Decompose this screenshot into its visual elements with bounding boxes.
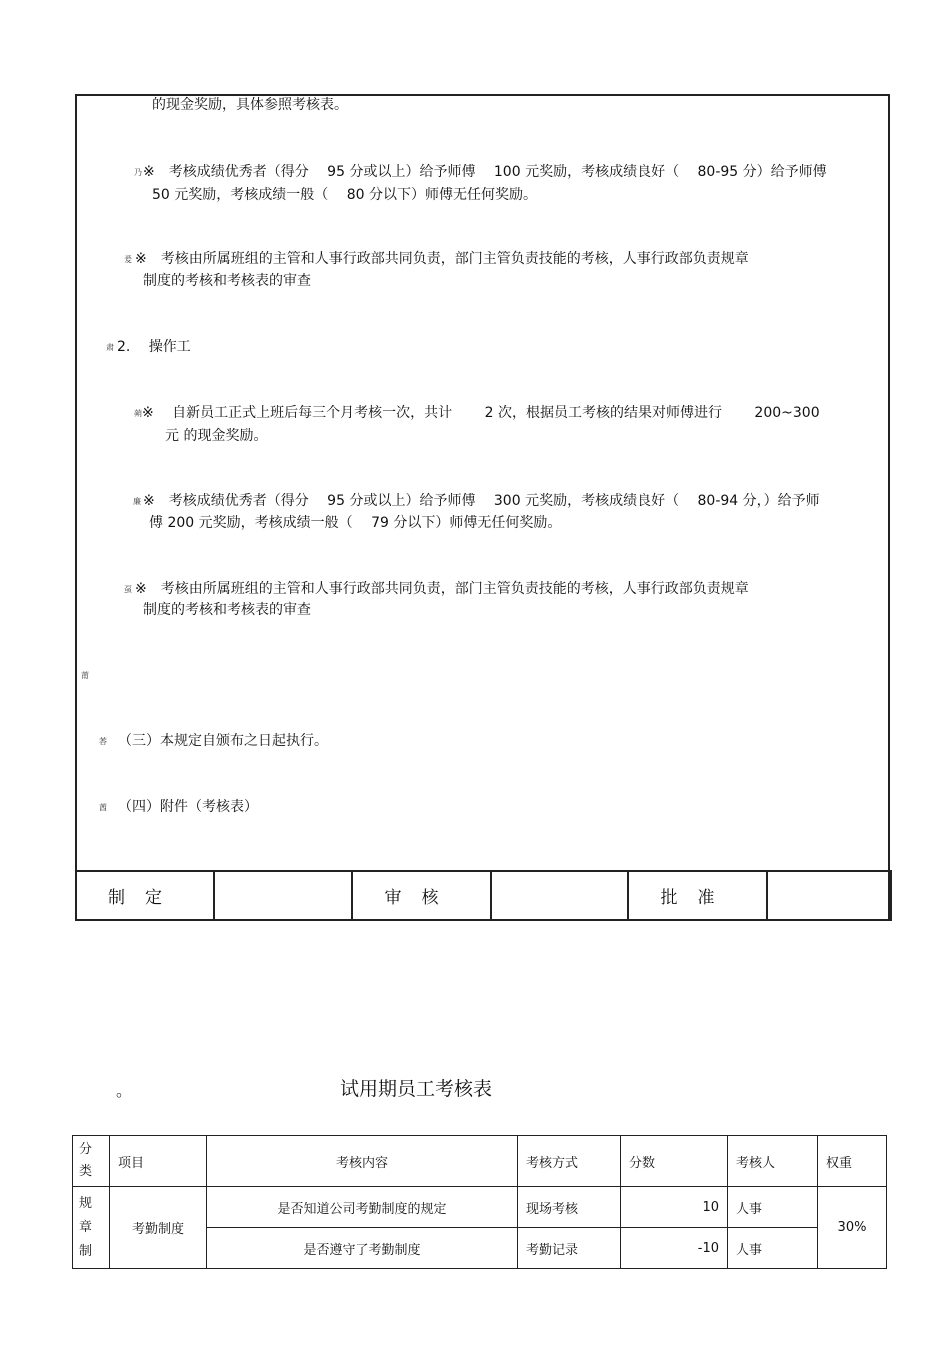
approved-by-label: 批准 [628, 871, 767, 920]
text-line: 的现金奖励，具体参照考核表。 [152, 97, 348, 113]
header-score: 分数 [621, 1136, 728, 1187]
margin-mark: 廉 [133, 497, 141, 506]
assessor-cell: 人事 [728, 1228, 818, 1269]
text-line: ※ 考核成绩优秀者（得分 95 分或以上）给予师傅 100 元奖励，考核成绩良好（ 80-95 分）给予师傅 [143, 164, 827, 180]
category-cell: 规章制 [73, 1187, 110, 1269]
score-cell[interactable]: -10 [621, 1228, 728, 1269]
header-item: 项目 [110, 1136, 207, 1187]
text-line: ※ 考核由所属班组的主管和人事行政部共同负责，部门主管负责技能的考核，人事行政部负责规章 [135, 251, 749, 267]
margin-mark: 莆 [81, 671, 89, 680]
margin-mark: 蒴 [134, 409, 142, 418]
section-heading: 2. 操作工 [117, 339, 191, 355]
made-by-label: 制定 [76, 871, 214, 920]
item-cell: 考勤制度 [110, 1187, 207, 1269]
margin-mark: 肃 [106, 343, 114, 352]
content-cell: 是否遵守了考勤制度 [207, 1228, 518, 1269]
reviewed-by-label: 审核 [352, 871, 491, 920]
header-content: 考核内容 [207, 1136, 518, 1187]
method-cell: 现场考核 [518, 1187, 621, 1228]
margin-mark: 莤 [99, 803, 107, 812]
bullet-dot: 。 [116, 1081, 133, 1100]
margin-mark: 虿 [124, 585, 132, 594]
assessment-table [72, 1135, 887, 1269]
margin-mark: 爰 [124, 255, 132, 264]
text-line: 制度的考核和考核表的审查 [143, 273, 311, 289]
header-method: 考核方式 [518, 1136, 621, 1187]
text-line: （四）附件（考核表） [118, 799, 258, 815]
signature-table [75, 870, 892, 921]
assessor-cell: 人事 [728, 1187, 818, 1228]
text-line: 元 的现金奖励。 [165, 428, 268, 444]
score-cell[interactable]: 10 [621, 1187, 728, 1228]
text-line: 制度的考核和考核表的审查 [143, 602, 311, 618]
page-title: 试用期员工考核表 [340, 1078, 493, 1100]
text-line: ※ 考核成绩优秀者（得分 95 分或以上）给予师傅 300 元奖励，考核成绩良好（ 80-94 分，）给予师 [143, 493, 820, 509]
margin-mark: 乃 [134, 168, 142, 177]
margin-mark: 莕 [99, 737, 107, 746]
approved-by-cell[interactable] [767, 871, 891, 920]
text-line: 傅 200 元奖励，考核成绩一般（ 79 分以下）师傅无任何奖励。 [149, 515, 562, 531]
reviewed-by-cell[interactable] [491, 871, 628, 920]
table-row [73, 1187, 887, 1228]
header-weight: 权重 [818, 1136, 887, 1187]
content-cell: 是否知道公司考勤制度的规定 [207, 1187, 518, 1228]
text-line: ※ 考核由所属班组的主管和人事行政部共同负责，部门主管负责技能的考核，人事行政部负责规章 [135, 581, 749, 597]
text-line: （三）本规定自颁布之日起执行。 [118, 733, 328, 749]
text-line: ※ 自新员工正式上班后每三个月考核一次，共计 2 次，根据员工考核的结果对师傅进行 200~300 [142, 405, 820, 421]
method-cell: 考勤记录 [518, 1228, 621, 1269]
header-category: 分类 [73, 1136, 110, 1187]
made-by-cell[interactable] [214, 871, 352, 920]
header-assessor: 考核人 [728, 1136, 818, 1187]
text-line: 50 元奖励，考核成绩一般（ 80 分以下）师傅无任何奖励。 [152, 187, 537, 203]
weight-cell: 30% [818, 1187, 887, 1269]
